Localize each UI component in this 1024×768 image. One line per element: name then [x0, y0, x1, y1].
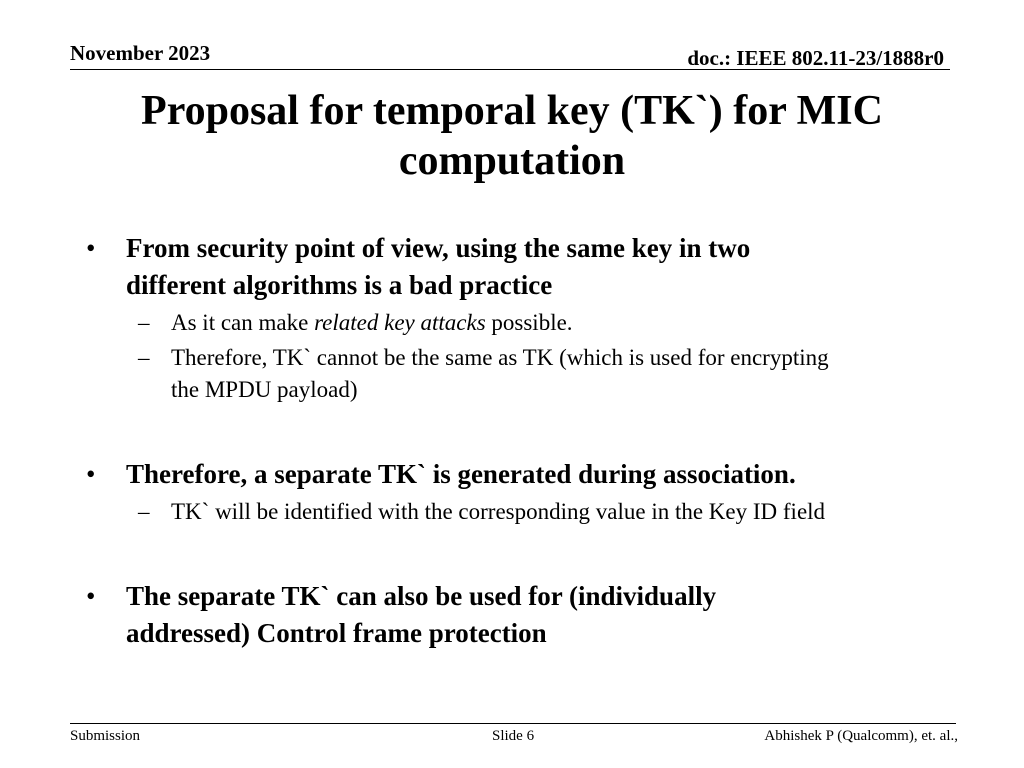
footer-submission: Submission — [70, 728, 141, 744]
footer-slide-number: Slide 6 — [492, 728, 535, 744]
header-date: November 2023 — [70, 41, 211, 65]
header-rule — [70, 69, 950, 70]
bullet-1-sub-1-pre: As it can make — [171, 310, 315, 335]
bullet-3-line-1: The separate TK` can also be used for (individually — [126, 581, 717, 611]
slide-title — [60, 86, 964, 186]
bullet-2 — [84, 456, 964, 493]
dash-marker: – — [138, 499, 150, 524]
bullet-1-sub-1-emphasis: related key attacks — [314, 310, 486, 335]
footer-rule — [70, 723, 956, 724]
spacer — [84, 528, 964, 578]
dash-marker: – — [138, 310, 150, 335]
slide-title-line-1: Proposal for temporal key (TK`) for MIC — [141, 88, 883, 134]
bullet-1 — [84, 230, 964, 304]
bullet-1-line-1: From security point of view, using the same key in two — [126, 233, 751, 263]
footer-author: Abhishek P (Qualcomm), et. al., — [764, 728, 958, 744]
header-doc-id: doc.: IEEE 802.11-23/1888r0 — [687, 46, 944, 70]
bullet-marker: • — [86, 581, 96, 611]
bullet-3 — [84, 578, 964, 652]
slide-body — [84, 230, 964, 652]
bullet-marker: • — [86, 459, 96, 489]
bullet-3-line-2: addressed) Control frame protection — [126, 618, 547, 648]
dash-marker: – — [138, 345, 150, 370]
bullet-1-sub-2-line-1: Therefore, TK` cannot be the same as TK (which is used for encrypting — [171, 345, 829, 370]
bullet-2-sub-1 — [84, 496, 964, 528]
bullet-1-line-2: different algorithms is a bad practice — [126, 270, 553, 300]
spacer — [84, 406, 964, 456]
bullet-1-sub-2 — [84, 342, 964, 406]
bullet-marker: • — [86, 233, 96, 263]
bullet-2-text: Therefore, a separate TK` is generated during association. — [126, 459, 796, 489]
bullet-2-sub-1-text: TK` will be identified with the corresponding value in the Key ID field — [171, 499, 826, 524]
slide-title-line-2: computation — [398, 138, 626, 184]
bullet-1-sub-1-post: possible. — [485, 310, 573, 335]
bullet-1-sub-2-line-2: the MPDU payload) — [171, 377, 358, 402]
bullet-1-sub-1 — [84, 307, 964, 339]
